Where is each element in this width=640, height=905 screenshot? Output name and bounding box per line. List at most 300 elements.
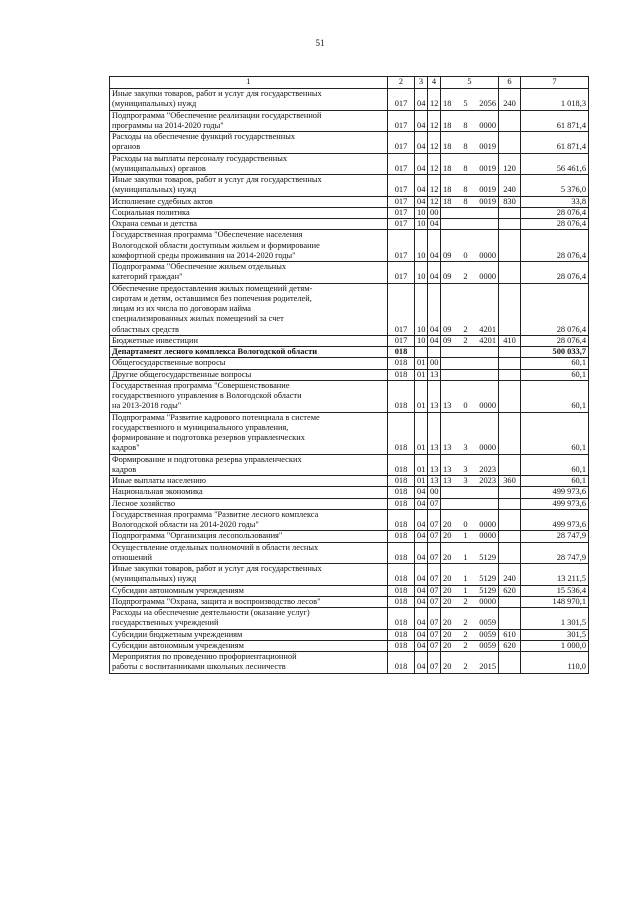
table-row bbox=[110, 175, 589, 197]
row-name: Бюджетные инвестиции bbox=[110, 335, 388, 346]
row-amount: 5 376,0 bbox=[521, 175, 589, 197]
row-target-article bbox=[441, 531, 499, 542]
target-article-part: 1 bbox=[463, 574, 468, 584]
table-row bbox=[110, 596, 589, 607]
target-article-part: 0000 bbox=[479, 520, 496, 529]
row-subsection-code: 00 bbox=[428, 487, 441, 498]
row-name: Иные закупки товаров, работ и услуг для государственных (муниципальных) нужд bbox=[110, 564, 388, 586]
row-department-code: 017 bbox=[388, 132, 415, 154]
row-expense-type bbox=[499, 498, 521, 509]
row-section-code: 04 bbox=[415, 175, 428, 197]
row-name: Расходы на обеспечение деятельности (оказание услуг) государственных учреждений bbox=[110, 608, 388, 630]
row-department-code: 017 bbox=[388, 196, 415, 207]
row-subsection-code: 04 bbox=[428, 230, 441, 262]
row-department-code: 018 bbox=[388, 564, 415, 586]
table-row bbox=[110, 219, 589, 230]
target-article-part: 2 bbox=[463, 662, 468, 672]
row-department-code: 017 bbox=[388, 335, 415, 346]
row-subsection-code: 07 bbox=[428, 542, 441, 564]
row-name: Исполнение судебных актов bbox=[110, 196, 388, 207]
target-article-part: 2023 bbox=[479, 464, 496, 474]
row-department-code: 018 bbox=[388, 454, 415, 476]
table-row bbox=[110, 335, 589, 346]
row-name: Департамент лесного комплекса Вологодской области bbox=[110, 347, 388, 358]
row-section-code: 04 bbox=[415, 629, 428, 640]
row-section-code: 04 bbox=[415, 564, 428, 586]
row-name: Социальная политика bbox=[110, 207, 388, 218]
target-article-part: 09 bbox=[443, 324, 452, 334]
table-row bbox=[110, 476, 589, 487]
row-section-code: 01 bbox=[415, 412, 428, 454]
table-row bbox=[110, 509, 589, 531]
row-expense-type: 120 bbox=[499, 153, 521, 175]
row-target-article bbox=[441, 153, 499, 175]
row-section-code: 04 bbox=[415, 509, 428, 531]
row-expense-type bbox=[499, 412, 521, 454]
target-article-part: 0 bbox=[463, 250, 468, 260]
budget-table bbox=[109, 76, 589, 674]
row-expense-type bbox=[499, 652, 521, 674]
row-section-code: 01 bbox=[415, 476, 428, 487]
table-row bbox=[110, 132, 589, 154]
row-target-article bbox=[441, 564, 499, 586]
row-name: Формирование и подготовка резерва управленческих кадров bbox=[110, 454, 388, 476]
row-section-code: 10 bbox=[415, 207, 428, 218]
row-department-code: 018 bbox=[388, 652, 415, 674]
target-article-part: 20 bbox=[443, 574, 452, 584]
target-article-part: 09 bbox=[443, 250, 452, 260]
table-row bbox=[110, 369, 589, 380]
row-department-code: 017 bbox=[388, 262, 415, 284]
row-target-article bbox=[441, 509, 499, 531]
row-department-code: 018 bbox=[388, 640, 415, 651]
table-row bbox=[110, 652, 589, 674]
table-row bbox=[110, 454, 589, 476]
target-article-part: 18 bbox=[443, 120, 452, 130]
row-subsection-code: 07 bbox=[428, 640, 441, 651]
table-row bbox=[110, 629, 589, 640]
header-col-5: 5 bbox=[441, 77, 499, 89]
row-section-code: 04 bbox=[415, 196, 428, 207]
row-department-code: 018 bbox=[388, 531, 415, 542]
row-subsection-code: 13 bbox=[428, 380, 441, 412]
header-col-1: 1 bbox=[110, 77, 388, 89]
target-article-part: 18 bbox=[443, 142, 452, 152]
target-article-part: 20 bbox=[443, 640, 452, 650]
row-target-article bbox=[441, 89, 499, 111]
row-name: Охрана семьи и детства bbox=[110, 219, 388, 230]
row-name: Осуществление отдельных полномочий в области лесных отношений bbox=[110, 542, 388, 564]
row-name: Подпрограмма "Развитие кадрового потенциала в системе государственного и муниципального управления, формирование и подготовка резервов управленческих кадров" bbox=[110, 412, 388, 454]
row-expense-type: 240 bbox=[499, 89, 521, 111]
target-article-part: 0000 bbox=[479, 120, 496, 130]
target-article-part: 13 bbox=[443, 476, 452, 485]
row-department-code: 018 bbox=[388, 476, 415, 487]
row-subsection-code: 07 bbox=[428, 498, 441, 509]
header-col-2: 2 bbox=[388, 77, 415, 89]
table-row bbox=[110, 262, 589, 284]
row-section-code: 04 bbox=[415, 498, 428, 509]
table-row bbox=[110, 412, 589, 454]
header-col-4: 4 bbox=[428, 77, 441, 89]
row-expense-type bbox=[499, 531, 521, 542]
row-amount: 28 747,9 bbox=[521, 531, 589, 542]
row-section-code: 04 bbox=[415, 542, 428, 564]
row-amount: 15 536,4 bbox=[521, 585, 589, 596]
row-subsection-code: 13 bbox=[428, 369, 441, 380]
row-expense-type bbox=[499, 283, 521, 335]
row-target-article bbox=[441, 207, 499, 218]
table-row bbox=[110, 283, 589, 335]
row-section-code: 10 bbox=[415, 219, 428, 230]
target-article-part: 3 bbox=[463, 476, 468, 485]
row-section-code: 01 bbox=[415, 454, 428, 476]
row-section-code: 04 bbox=[415, 132, 428, 154]
row-amount: 28 076,4 bbox=[521, 230, 589, 262]
row-expense-type: 620 bbox=[499, 585, 521, 596]
row-amount: 499 973,6 bbox=[521, 509, 589, 531]
row-section-code: 01 bbox=[415, 380, 428, 412]
row-name: Другие общегосударственные вопросы bbox=[110, 369, 388, 380]
row-amount: 499 973,6 bbox=[521, 498, 589, 509]
row-expense-type bbox=[499, 596, 521, 607]
target-article-part: 0000 bbox=[479, 596, 496, 606]
row-department-code: 017 bbox=[388, 230, 415, 262]
target-article-part: 0059 bbox=[479, 618, 496, 628]
row-department-code: 017 bbox=[388, 207, 415, 218]
row-subsection-code: 12 bbox=[428, 132, 441, 154]
row-amount: 60,1 bbox=[521, 380, 589, 412]
page-number: 51 bbox=[315, 38, 325, 48]
target-article-part: 0000 bbox=[479, 401, 496, 411]
row-amount: 499 973,6 bbox=[521, 487, 589, 498]
row-subsection-code: 13 bbox=[428, 454, 441, 476]
row-expense-type: 240 bbox=[499, 564, 521, 586]
row-amount: 1 018,3 bbox=[521, 89, 589, 111]
row-section-code: 10 bbox=[415, 230, 428, 262]
row-amount: 60,1 bbox=[521, 412, 589, 454]
row-department-code: 017 bbox=[388, 175, 415, 197]
row-subsection-code: 07 bbox=[428, 629, 441, 640]
target-article-part: 2056 bbox=[479, 99, 496, 109]
row-department-code: 018 bbox=[388, 585, 415, 596]
row-name: Государственная программа "Обеспечение населения Вологодской области доступным жильем и формирование комфортной среды проживания на 2014-2020 годы" bbox=[110, 230, 388, 262]
row-expense-type bbox=[499, 608, 521, 630]
row-amount: 33,8 bbox=[521, 196, 589, 207]
row-amount: 500 033,7 bbox=[521, 347, 589, 358]
row-amount: 148 970,1 bbox=[521, 596, 589, 607]
row-section-code: 04 bbox=[415, 487, 428, 498]
target-article-part: 8 bbox=[463, 142, 468, 152]
row-target-article bbox=[441, 175, 499, 197]
table-row bbox=[110, 230, 589, 262]
target-article-part: 0 bbox=[463, 520, 468, 529]
row-amount: 60,1 bbox=[521, 476, 589, 487]
row-name: Мероприятия по проведению профориентационной работы с воспитанниками школьных лесничеств bbox=[110, 652, 388, 674]
row-amount: 56 461,6 bbox=[521, 153, 589, 175]
row-name: Государственная программа "Развитие лесного комплекса Вологодской области на 2014-2020 годы" bbox=[110, 509, 388, 531]
table-row bbox=[110, 585, 589, 596]
row-department-code: 018 bbox=[388, 498, 415, 509]
row-amount: 301,5 bbox=[521, 629, 589, 640]
row-department-code: 017 bbox=[388, 283, 415, 335]
row-department-code: 017 bbox=[388, 219, 415, 230]
row-subsection-code: 07 bbox=[428, 531, 441, 542]
row-subsection-code: 04 bbox=[428, 335, 441, 346]
target-article-part: 18 bbox=[443, 163, 452, 173]
row-subsection-code: 12 bbox=[428, 89, 441, 111]
row-target-article bbox=[441, 283, 499, 335]
row-section-code: 04 bbox=[415, 585, 428, 596]
target-article-part: 2 bbox=[463, 640, 468, 650]
row-expense-type bbox=[499, 487, 521, 498]
row-amount: 60,1 bbox=[521, 454, 589, 476]
row-target-article bbox=[441, 335, 499, 346]
row-name: Субсидии автономным учреждениям bbox=[110, 585, 388, 596]
target-article-part: 20 bbox=[443, 520, 452, 529]
row-department-code: 018 bbox=[388, 380, 415, 412]
target-article-part: 20 bbox=[443, 596, 452, 606]
target-article-part: 8 bbox=[463, 163, 468, 173]
target-article-part: 5129 bbox=[479, 574, 496, 584]
row-target-article bbox=[441, 476, 499, 487]
row-section-code: 04 bbox=[415, 640, 428, 651]
row-expense-type: 240 bbox=[499, 175, 521, 197]
row-subsection-code: 07 bbox=[428, 652, 441, 674]
table-row bbox=[110, 89, 589, 111]
row-amount: 13 211,5 bbox=[521, 564, 589, 586]
target-article-part: 0019 bbox=[479, 196, 496, 206]
table-row bbox=[110, 207, 589, 218]
target-article-part: 0000 bbox=[479, 443, 496, 453]
row-subsection-code bbox=[428, 347, 441, 358]
row-department-code: 018 bbox=[388, 608, 415, 630]
row-amount: 28 076,4 bbox=[521, 207, 589, 218]
target-article-part: 13 bbox=[443, 464, 452, 474]
row-subsection-code: 00 bbox=[428, 358, 441, 369]
row-target-article bbox=[441, 498, 499, 509]
row-amount: 28 076,4 bbox=[521, 219, 589, 230]
row-target-article bbox=[441, 629, 499, 640]
row-department-code: 018 bbox=[388, 358, 415, 369]
target-article-part: 3 bbox=[463, 443, 468, 453]
row-target-article bbox=[441, 652, 499, 674]
row-name: Иные закупки товаров, работ и услуг для государственных (муниципальных) нужд bbox=[110, 89, 388, 111]
row-amount: 28 076,4 bbox=[521, 283, 589, 335]
row-amount: 60,1 bbox=[521, 369, 589, 380]
row-section-code: 04 bbox=[415, 89, 428, 111]
row-amount: 28 747,9 bbox=[521, 542, 589, 564]
row-amount: 28 076,4 bbox=[521, 335, 589, 346]
row-expense-type: 360 bbox=[499, 476, 521, 487]
row-name: Подпрограмма "Обеспечение жильем отдельных категорий граждан" bbox=[110, 262, 388, 284]
row-subsection-code: 04 bbox=[428, 262, 441, 284]
target-article-part: 09 bbox=[443, 335, 452, 345]
target-article-part: 1 bbox=[463, 552, 468, 562]
target-article-part: 1 bbox=[463, 531, 468, 541]
row-target-article bbox=[441, 585, 499, 596]
table-row bbox=[110, 196, 589, 207]
target-article-part: 2015 bbox=[479, 662, 496, 672]
row-name: Национальная экономика bbox=[110, 487, 388, 498]
row-target-article bbox=[441, 196, 499, 207]
target-article-part: 5129 bbox=[479, 552, 496, 562]
row-target-article bbox=[441, 262, 499, 284]
target-article-part: 2 bbox=[463, 324, 468, 334]
target-article-part: 0000 bbox=[479, 250, 496, 260]
table-row bbox=[110, 347, 589, 358]
row-subsection-code: 07 bbox=[428, 509, 441, 531]
row-target-article bbox=[441, 542, 499, 564]
row-subsection-code: 07 bbox=[428, 585, 441, 596]
target-article-part: 0059 bbox=[479, 629, 496, 639]
target-article-part: 2 bbox=[463, 629, 468, 639]
row-department-code: 018 bbox=[388, 596, 415, 607]
row-target-article bbox=[441, 380, 499, 412]
row-name: Иные закупки товаров, работ и услуг для государственных (муниципальных) нужд bbox=[110, 175, 388, 197]
row-amount: 28 076,4 bbox=[521, 262, 589, 284]
target-article-part: 0019 bbox=[479, 185, 496, 195]
row-department-code: 018 bbox=[388, 509, 415, 531]
row-amount: 1 301,5 bbox=[521, 608, 589, 630]
row-expense-type bbox=[499, 358, 521, 369]
row-expense-type: 830 bbox=[499, 196, 521, 207]
table-row bbox=[110, 531, 589, 542]
row-department-code: 017 bbox=[388, 110, 415, 132]
row-section-code: 04 bbox=[415, 608, 428, 630]
row-section-code: 10 bbox=[415, 262, 428, 284]
row-expense-type bbox=[499, 380, 521, 412]
row-section-code: 04 bbox=[415, 596, 428, 607]
row-expense-type: 620 bbox=[499, 640, 521, 651]
row-name: Расходы на выплаты персоналу государственных (муниципальных) органов bbox=[110, 153, 388, 175]
row-name: Лесное хозяйство bbox=[110, 498, 388, 509]
row-amount: 61 871,4 bbox=[521, 132, 589, 154]
row-department-code: 018 bbox=[388, 347, 415, 358]
row-amount: 1 000,0 bbox=[521, 640, 589, 651]
row-amount: 61 871,4 bbox=[521, 110, 589, 132]
row-name: Обеспечение предоставления жилых помещений детям- сиротам и детям, оставшимся без попечения родителей, лицам из их числа по договорам найма специализированных жилых помещений за счет областных средств bbox=[110, 283, 388, 335]
row-subsection-code: 12 bbox=[428, 153, 441, 175]
row-expense-type bbox=[499, 347, 521, 358]
row-subsection-code: 07 bbox=[428, 564, 441, 586]
row-subsection-code: 07 bbox=[428, 608, 441, 630]
row-section-code: 01 bbox=[415, 369, 428, 380]
row-target-article bbox=[441, 369, 499, 380]
target-article-part: 0019 bbox=[479, 142, 496, 152]
row-section-code: 04 bbox=[415, 110, 428, 132]
row-target-article bbox=[441, 347, 499, 358]
table-row bbox=[110, 380, 589, 412]
target-article-part: 4201 bbox=[479, 324, 496, 334]
row-expense-type bbox=[499, 542, 521, 564]
row-section-code bbox=[415, 347, 428, 358]
row-department-code: 018 bbox=[388, 369, 415, 380]
table-row bbox=[110, 110, 589, 132]
row-section-code: 01 bbox=[415, 358, 428, 369]
target-article-part: 20 bbox=[443, 662, 452, 672]
row-department-code: 018 bbox=[388, 487, 415, 498]
row-name: Подпрограмма "Организация лесопользования" bbox=[110, 531, 388, 542]
target-article-part: 09 bbox=[443, 272, 452, 282]
row-expense-type bbox=[499, 219, 521, 230]
row-name: Субсидии бюджетным учреждениям bbox=[110, 629, 388, 640]
table-row bbox=[110, 358, 589, 369]
row-name: Подпрограмма "Обеспечение реализации государственной программы на 2014-2020 годы" bbox=[110, 110, 388, 132]
table-row bbox=[110, 498, 589, 509]
row-department-code: 018 bbox=[388, 542, 415, 564]
row-section-code: 04 bbox=[415, 153, 428, 175]
row-department-code: 017 bbox=[388, 89, 415, 111]
row-expense-type: 610 bbox=[499, 629, 521, 640]
row-subsection-code: 12 bbox=[428, 196, 441, 207]
target-article-part: 2 bbox=[463, 618, 468, 628]
row-expense-type bbox=[499, 207, 521, 218]
row-name: Иные выплаты населению bbox=[110, 476, 388, 487]
target-article-part: 2 bbox=[463, 596, 468, 606]
row-expense-type bbox=[499, 230, 521, 262]
target-article-part: 0 bbox=[463, 401, 468, 411]
target-article-part: 8 bbox=[463, 185, 468, 195]
row-subsection-code: 13 bbox=[428, 412, 441, 454]
row-subsection-code: 00 bbox=[428, 207, 441, 218]
row-subsection-code: 07 bbox=[428, 596, 441, 607]
target-article-part: 0019 bbox=[479, 163, 496, 173]
header-col-3: 3 bbox=[415, 77, 428, 89]
target-article-part: 0059 bbox=[479, 640, 496, 650]
row-section-code: 04 bbox=[415, 652, 428, 674]
table-row bbox=[110, 564, 589, 586]
target-article-part: 20 bbox=[443, 552, 452, 562]
row-target-article bbox=[441, 608, 499, 630]
target-article-part: 18 bbox=[443, 196, 452, 206]
target-article-part: 3 bbox=[463, 464, 468, 474]
target-article-part: 5129 bbox=[479, 585, 496, 595]
header-col-6: 6 bbox=[499, 77, 521, 89]
row-section-code: 04 bbox=[415, 531, 428, 542]
row-expense-type bbox=[499, 262, 521, 284]
row-department-code: 018 bbox=[388, 412, 415, 454]
row-subsection-code: 13 bbox=[428, 476, 441, 487]
table-row bbox=[110, 608, 589, 630]
target-article-part: 2 bbox=[463, 272, 468, 282]
row-department-code: 017 bbox=[388, 153, 415, 175]
table-row bbox=[110, 487, 589, 498]
target-article-part: 2023 bbox=[479, 476, 496, 485]
row-expense-type: 410 bbox=[499, 335, 521, 346]
target-article-part: 20 bbox=[443, 618, 452, 628]
table-row bbox=[110, 153, 589, 175]
row-expense-type bbox=[499, 509, 521, 531]
target-article-part: 2 bbox=[463, 335, 468, 345]
row-subsection-code: 12 bbox=[428, 110, 441, 132]
row-target-article bbox=[441, 358, 499, 369]
row-target-article bbox=[441, 132, 499, 154]
row-name: Субсидии автономным учреждениям bbox=[110, 640, 388, 651]
target-article-part: 20 bbox=[443, 531, 452, 541]
header-col-7: 7 bbox=[521, 77, 589, 89]
row-target-article bbox=[441, 596, 499, 607]
row-target-article bbox=[441, 487, 499, 498]
target-article-part: 20 bbox=[443, 629, 452, 639]
row-expense-type bbox=[499, 454, 521, 476]
target-article-part: 8 bbox=[463, 196, 468, 206]
target-article-part: 5 bbox=[463, 99, 468, 109]
row-expense-type bbox=[499, 369, 521, 380]
row-department-code: 018 bbox=[388, 629, 415, 640]
table-row bbox=[110, 640, 589, 651]
target-article-part: 13 bbox=[443, 401, 452, 411]
